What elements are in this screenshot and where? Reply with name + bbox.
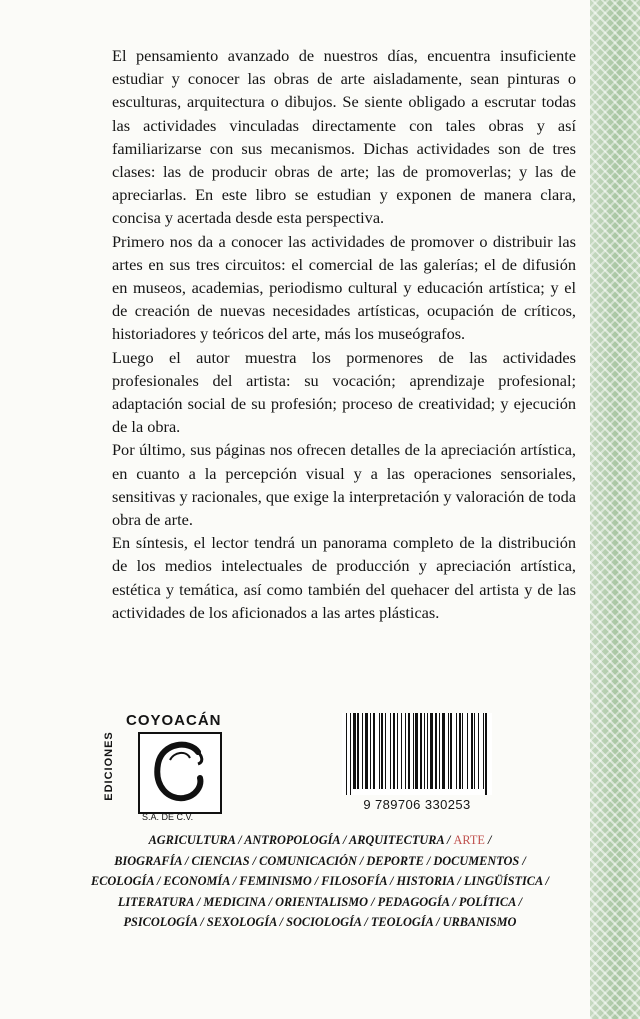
- subject-list: [70, 830, 570, 933]
- publisher-name: COYOACÁN: [126, 712, 222, 729]
- spine-pattern: [590, 0, 640, 1019]
- publisher-emblem: [138, 732, 222, 814]
- subject-line-1-end: /: [488, 833, 492, 847]
- subject-line-3: ECOLOGÍA / ECONOMÍA / FEMINISMO / FILOSOFÍA / HISTORIA / LINGÜÍSTICA /: [91, 874, 549, 889]
- publisher-vertical-label: EDICIONES: [102, 731, 115, 801]
- barcode-bars: [342, 713, 492, 795]
- publisher-initial-icon: [140, 734, 220, 812]
- subject-line-2: BIOGRAFÍA / CIENCIAS / COMUNICACIÓN / DEPORTE / DOCUMENTOS /: [114, 853, 526, 868]
- subject-line-1: [70, 830, 570, 851]
- subject-highlight: ARTE: [453, 833, 485, 847]
- publisher-suffix: S.A. DE C.V.: [142, 812, 194, 822]
- subject-line-4: LITERATURA / MEDICINA / ORIENTALISMO / PEDAGOGÍA / POLÍTICA /: [117, 894, 523, 909]
- subject-line-1-text: AGRICULTURA / ANTROPOLOGÍA / ARQUITECTURA /: [148, 833, 451, 847]
- blurb-text: [112, 44, 576, 624]
- paragraph-1: El pensamiento avanzado de nuestros días, encuentra insuficiente estudiar y conocer las obras de arte aisladamente, sean pinturas o esculturas, arquitectura o dibujos. Se siente obligado a escrutar todas las actividades vinculadas directamente con tales obras y así familiarizarse con sus mecanismos. Dichas actividades son de tres clases: las de producir obras de arte; las de promoverlas; y las de apreciarlas. En este libro se estudian y exponen de manera clara, concisa y acertada desde esta perspectiva.: [112, 46, 576, 228]
- paragraph-2: Primero nos da a conocer las actividades de promover o distribuir las artes en sus tres circuitos: el comercial de las galerías; el de difusión en museos, academias, periodismo cultural y educación artística; y el de creación de nuevas necesidades artísticas, ocupación de críticos, historiadores y teóricos del arte, más los museógrafos.: [112, 231, 576, 344]
- subject-line-5: PSICOLOGÍA / SEXOLOGÍA / SOCIOLOGÍA / TEOLOGÍA / URBANISMO: [123, 915, 517, 930]
- paragraph-3: Luego el autor muestra los pormenores de las actividades profesionales del artista: su vocación; aprendizaje profesional; adaptación social de su profesión; proceso de creatividad; y ejecución de la obra.: [112, 347, 576, 437]
- paragraph-4: Por último, sus páginas nos ofrecen detalles de la apreciación artística, en cuanto a la percepción visual y a las operaciones sensoriales, sensitivas y racionales, que exige la interpretación y valoración de toda obra de arte.: [112, 440, 576, 530]
- barcode-digits: 9 789706 330253: [363, 797, 471, 812]
- paragraph-5: En síntesis, el lector tendrá un panorama completo de la distribución de los medios intelectuales de producción y apreciación artística, estética y temática, así como también del quehacer del artista y de las actividades de los aficionados a las artes plásticas.: [112, 533, 576, 622]
- isbn-barcode: [342, 713, 492, 815]
- publisher-logo: [102, 710, 228, 825]
